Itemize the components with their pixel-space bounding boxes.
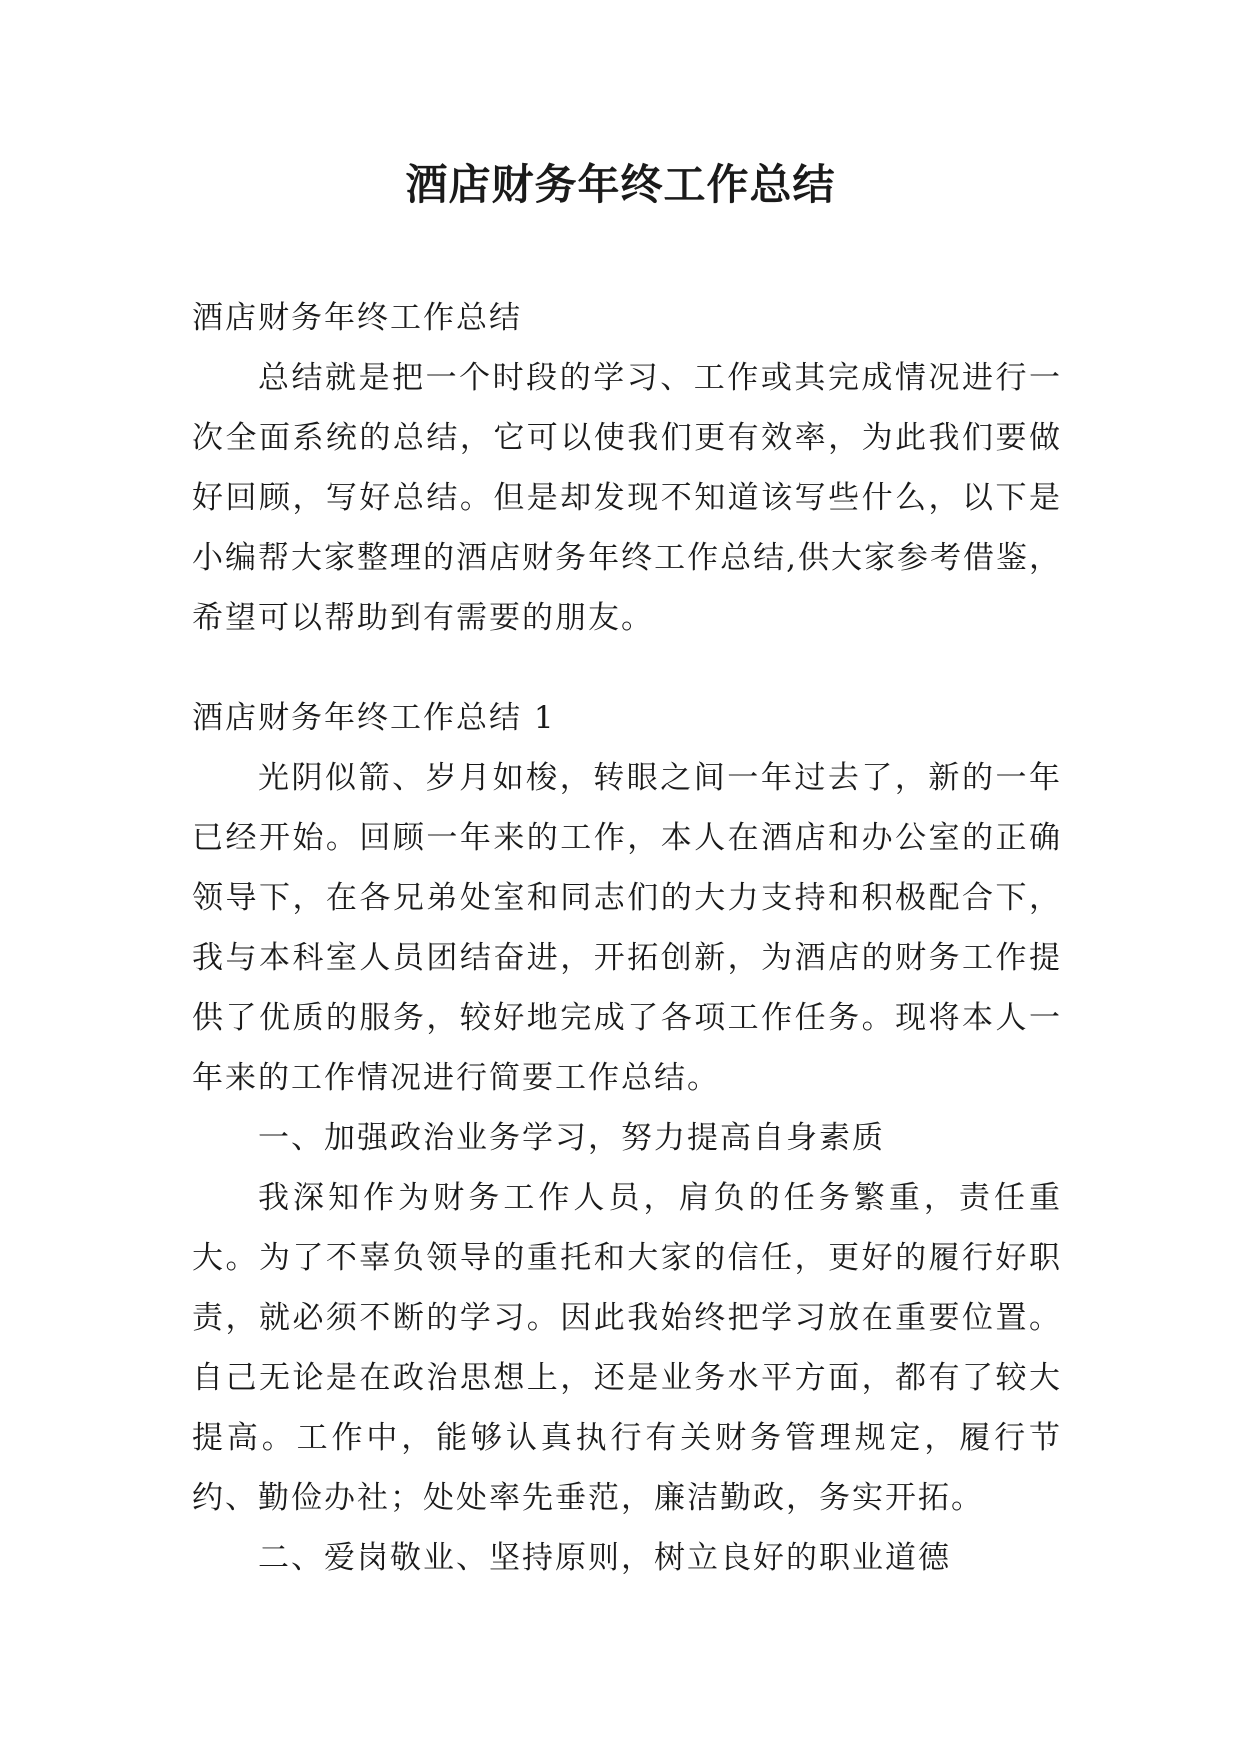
document-title: 酒店财务年终工作总结 — [405, 160, 836, 209]
section-1-paragraph-1: 光阴似箭、岁月如梭，转眼之间一年过去了，新的一年已经开始。回顾一年来的工作，本人在酒店和办公室的正确领导下，在各兄弟处室和同志们的大力支持和积极配合下，我与本科室人员团结奋进，开拓创新，为酒店的财务工作提供了优质的服务，较好地完成了各项工作任务。现将本人一年来的工作情况进行简要工作总结。 — [192, 760, 1062, 1096]
section-1-subheading-1: 一、加强政治业务学习，努力提高自身素质 — [258, 1120, 885, 1156]
intro-paragraph: 总结就是把一个时段的学习、工作或其完成情况进行一次全面系统的总结，它可以使我们更有效率，为此我们要做好回顾，写好总结。但是却发现不知道该写些什么，以下是小编帮大家整理的酒店财务年终工作总结,供大家参考借鉴，希望可以帮助到有需要的朋友。 — [192, 360, 1062, 636]
section-1 — [192, 688, 1062, 1588]
section-1-subheading-2: 二、爱岗敬业、坚持原则，树立良好的职业道德 — [258, 1540, 951, 1576]
intro-section — [192, 288, 1062, 648]
section-1-heading: 酒店财务年终工作总结 1 — [192, 700, 556, 736]
intro-heading: 酒店财务年终工作总结 — [192, 300, 522, 336]
section-1-paragraph-2: 我深知作为财务工作人员，肩负的任务繁重，责任重大。为了不辜负领导的重托和大家的信任，更好的履行好职责，就必须不断的学习。因此我始终把学习放在重要位置。自己无论是在政治思想上，还是业务水平方面，都有了较大提高。工作中，能够认真执行有关财务管理规定，履行节约、勤俭办社；处处率先垂范，廉洁勤政，务实开拓。 — [192, 1180, 1062, 1516]
